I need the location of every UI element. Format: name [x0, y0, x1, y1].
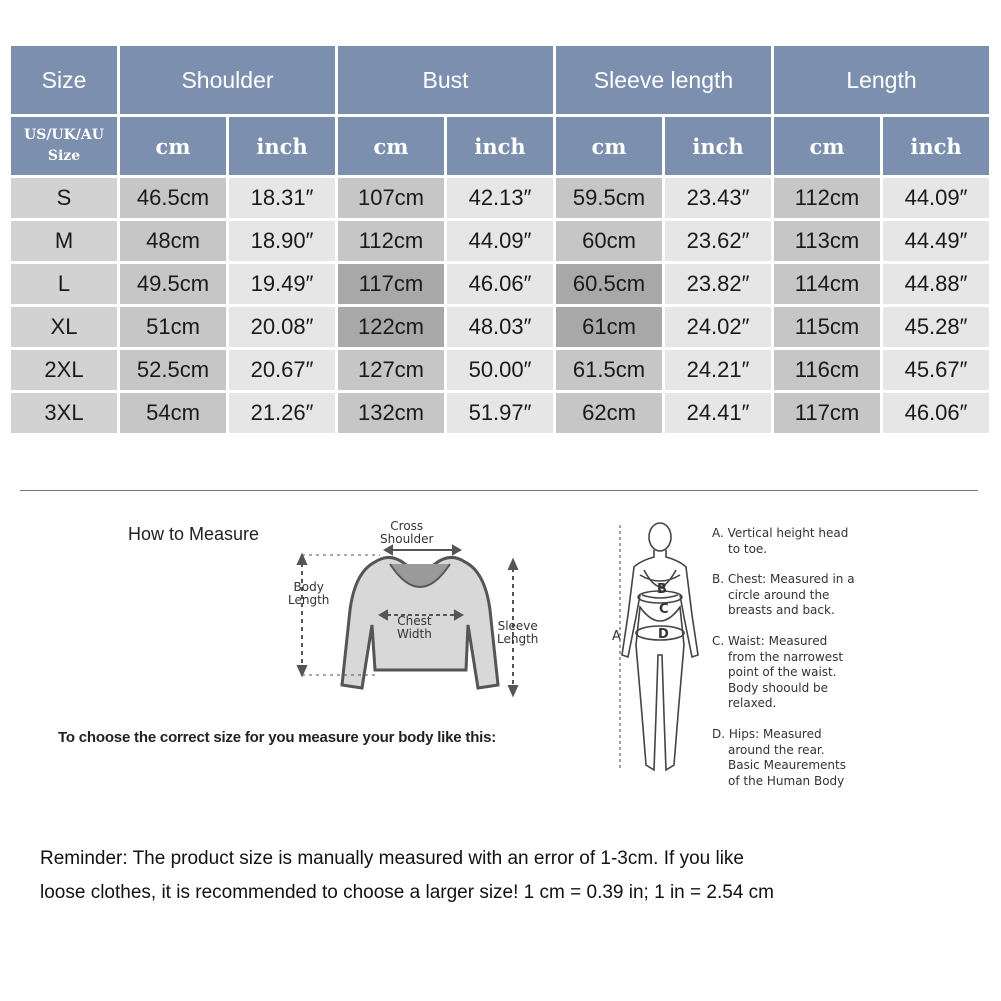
cross-shoulder-label-line1: Cross: [390, 519, 424, 533]
legend-line: Basic Meaurements: [728, 758, 846, 772]
cell: 44.09″: [883, 178, 989, 218]
group-header-shoulder: Shoulder: [120, 46, 335, 114]
reminder-note: [40, 842, 980, 910]
legend-item-a: [712, 526, 902, 557]
size-chart-table: [8, 43, 992, 436]
body-letter-d: D: [658, 627, 669, 642]
body-length-label-line2: Length: [288, 593, 330, 607]
cell: 23.82″: [665, 264, 771, 304]
cell: 46.5cm: [120, 178, 226, 218]
table-row: [11, 393, 989, 433]
legend-line: D. Hips: Measured: [712, 727, 822, 741]
body-length-label: [288, 581, 329, 607]
cell: 54cm: [120, 393, 226, 433]
cell: 44.49″: [883, 221, 989, 261]
cell: 21.26″: [229, 393, 335, 433]
legend-line: relaxed.: [728, 696, 777, 710]
cell: 117cm: [338, 264, 444, 304]
cell: 20.08″: [229, 307, 335, 347]
cell: 112cm: [338, 221, 444, 261]
legend-line: C. Waist: Measured: [712, 634, 828, 648]
cell: 44.09″: [447, 221, 553, 261]
cell: 19.49″: [229, 264, 335, 304]
cell: 62cm: [556, 393, 662, 433]
chest-width-label: [397, 615, 432, 641]
cell: 48cm: [120, 221, 226, 261]
size-header: Size: [11, 46, 117, 114]
unit-header: inch: [665, 117, 771, 175]
unit-header: cm: [556, 117, 662, 175]
group-header-bust: Bust: [338, 46, 553, 114]
legend-line: of the Human Body: [728, 773, 845, 788]
body-letter-a: A: [612, 629, 621, 644]
reminder-line1: Reminder: The product size is manually measured with an error of 1-3cm. If you like: [40, 848, 745, 869]
body-length-label-line1: Body: [293, 580, 324, 594]
legend-line: Body shoould be: [728, 680, 829, 695]
body-letter-b: B: [657, 582, 667, 597]
unit-header: inch: [447, 117, 553, 175]
row-size: 3XL: [11, 393, 117, 433]
reminder-line2: loose clothes, it is recommended to choose a larger size! 1 cm = 0.39 in; 1 in = 2.54 cm: [40, 882, 774, 903]
choose-size-instruction: To choose the correct size for you measure your body like this:: [58, 729, 497, 746]
cell: 61.5cm: [556, 350, 662, 390]
section-divider: [20, 490, 978, 491]
row-size: L: [11, 264, 117, 304]
cell: 24.21″: [665, 350, 771, 390]
region-header-line1: US/UK/AU: [24, 127, 104, 143]
table-row: [11, 178, 989, 218]
table-group-header-row: [11, 46, 989, 114]
cell: 46.06″: [883, 393, 989, 433]
sleeve-length-label: [497, 620, 538, 646]
cell: 18.90″: [229, 221, 335, 261]
table-row: [11, 264, 989, 304]
table-row: [11, 307, 989, 347]
legend-line: breasts and back.: [728, 603, 835, 617]
legend-line: A. Vertical height head: [712, 526, 849, 540]
cell: 61cm: [556, 307, 662, 347]
cell: 18.31″: [229, 178, 335, 218]
legend-line: circle around the: [728, 587, 830, 602]
unit-header: cm: [338, 117, 444, 175]
cell: 132cm: [338, 393, 444, 433]
legend-item-d: [712, 727, 902, 789]
cell: 117cm: [774, 393, 880, 433]
cell: 24.41″: [665, 393, 771, 433]
row-size: M: [11, 221, 117, 261]
cross-shoulder-label: [380, 520, 433, 546]
cell: 60cm: [556, 221, 662, 261]
table-row: [11, 221, 989, 261]
legend-item-b: [712, 572, 902, 619]
unit-header: cm: [774, 117, 880, 175]
cell: 51.97″: [447, 393, 553, 433]
chest-width-label-line1: Chest: [397, 614, 432, 628]
cell: 107cm: [338, 178, 444, 218]
legend-line: from the narrowest: [728, 649, 844, 664]
cell: 45.28″: [883, 307, 989, 347]
unit-header: cm: [120, 117, 226, 175]
unit-header: inch: [883, 117, 989, 175]
cell: 23.43″: [665, 178, 771, 218]
table-unit-header-row: [11, 117, 989, 175]
group-header-length: Length: [774, 46, 989, 114]
cell: 52.5cm: [120, 350, 226, 390]
cell: 20.67″: [229, 350, 335, 390]
cell: 45.67″: [883, 350, 989, 390]
cross-shoulder-label-line2: Shoulder: [380, 532, 434, 546]
table-row: [11, 350, 989, 390]
cell: 115cm: [774, 307, 880, 347]
row-size: 2XL: [11, 350, 117, 390]
legend-line: to toe.: [728, 541, 768, 556]
cell: 112cm: [774, 178, 880, 218]
legend-line: around the rear.: [728, 742, 825, 757]
group-header-sleeve-length: Sleeve length: [556, 46, 771, 114]
cell: 44.88″: [883, 264, 989, 304]
how-to-measure-title: How to Measure: [128, 524, 260, 544]
cell: 59.5cm: [556, 178, 662, 218]
sleeve-length-label-line1: Sleeve: [497, 619, 538, 633]
cell: 23.62″: [665, 221, 771, 261]
cell: 51cm: [120, 307, 226, 347]
cell: 50.00″: [447, 350, 553, 390]
chest-width-label-line2: Width: [397, 627, 432, 641]
legend-line: B. Chest: Measured in a: [712, 572, 855, 586]
cell: 60.5cm: [556, 264, 662, 304]
cell: 114cm: [774, 264, 880, 304]
cell: 48.03″: [447, 307, 553, 347]
cell: 49.5cm: [120, 264, 226, 304]
cell: 46.06″: [447, 264, 553, 304]
cell: 127cm: [338, 350, 444, 390]
cell: 122cm: [338, 307, 444, 347]
region-header-line2: Size: [47, 148, 81, 164]
body-letter-c: C: [659, 602, 669, 617]
region-size-header: [11, 117, 117, 175]
legend-line: point of the waist.: [728, 665, 837, 679]
sleeve-length-label-line2: Length: [497, 632, 539, 646]
row-size: XL: [11, 307, 117, 347]
cell: 42.13″: [447, 178, 553, 218]
legend-item-c: [712, 634, 902, 712]
cell: 113cm: [774, 221, 880, 261]
unit-header: inch: [229, 117, 335, 175]
row-size: S: [11, 178, 117, 218]
cell: 24.02″: [665, 307, 771, 347]
cell: 116cm: [774, 350, 880, 390]
human-body-diagram-icon: [600, 515, 710, 785]
